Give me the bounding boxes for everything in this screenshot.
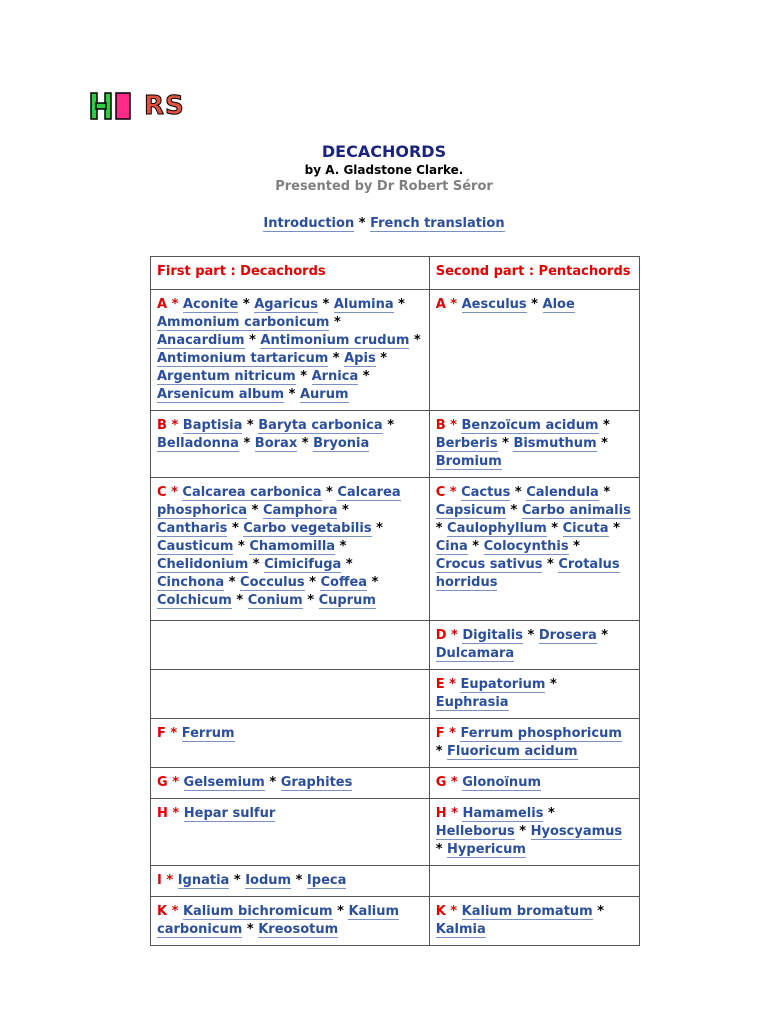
remedy-link[interactable]: Aloe xyxy=(542,297,575,312)
decachord-cell: G * Gelsemium * Graphites xyxy=(151,768,430,799)
logo-rs: RS xyxy=(144,91,185,121)
remedy-link[interactable]: Fluoricum acidum xyxy=(447,744,578,759)
remedy-link[interactable]: Apis xyxy=(344,351,376,366)
remedies-table xyxy=(150,256,640,946)
decachord-cell: I * Ignatia * Iodum * Ipeca xyxy=(151,866,430,897)
remedy-link[interactable]: Calcarea phosphorica xyxy=(157,485,401,518)
letter-label: H xyxy=(435,806,447,821)
remedy-link[interactable]: Eupatorium xyxy=(460,677,546,692)
remedy-link[interactable]: Aesculus xyxy=(461,297,527,312)
remedy-link[interactable]: Cantharis xyxy=(157,521,228,536)
remedy-link[interactable]: Calcarea carbonica xyxy=(182,485,322,500)
remedy-link[interactable]: Hepar sulfur xyxy=(183,806,276,821)
remedy-link[interactable]: Colchicum xyxy=(157,593,232,608)
remedy-link[interactable]: Hamamelis xyxy=(462,806,544,821)
remedy-link[interactable]: Chamomilla xyxy=(249,539,336,554)
letter-label: E xyxy=(435,677,445,692)
logo-hi xyxy=(90,92,134,120)
remedy-link[interactable]: Baptisia xyxy=(182,418,243,433)
pentachord-cell: A * Aesculus * Aloe xyxy=(429,290,639,411)
remedy-link[interactable]: Carbo vegetabilis xyxy=(243,521,372,536)
table-row xyxy=(151,897,640,946)
letter-label: F xyxy=(435,726,445,741)
pentachord-cell: K * Kalium bromatum * Kalmia xyxy=(429,897,639,946)
letter-label: F xyxy=(157,726,166,741)
remedy-link[interactable]: Arnica xyxy=(311,369,359,384)
remedy-link[interactable]: Chelidonium xyxy=(157,557,249,572)
letter-label: I xyxy=(157,873,162,888)
table-row xyxy=(151,621,640,670)
remedy-link[interactable]: Arsenicum album xyxy=(157,387,285,402)
nav-separator: * xyxy=(358,216,366,231)
remedy-link[interactable]: Kalium carbonicum xyxy=(157,904,400,937)
letter-label: G xyxy=(157,775,168,790)
remedy-link[interactable]: Kreosotum xyxy=(258,922,339,937)
table-row xyxy=(151,290,640,411)
remedy-link[interactable]: Drosera xyxy=(538,628,597,643)
remedy-link[interactable]: Ammonium carbonicum xyxy=(157,315,330,330)
decachord-cell: C * Calcarea carbonica * Calcarea phosphorica * Camphora * Cantharis * Carbo vegetabilis * Causticum * Chamomilla * Chelidonium * Cimicifuga * Cinchona * Cocculus * Coffea * Colchicum * Conium * Cuprum xyxy=(151,478,430,621)
remedy-link[interactable]: Kalium bromatum xyxy=(461,904,593,919)
pentachord-cell: D * Digitalis * Drosera * Dulcamara xyxy=(429,621,639,670)
remedy-link[interactable]: Crotalus horridus xyxy=(435,557,620,590)
decachord-cell: H * Hepar sulfur xyxy=(151,799,430,866)
page-title: DECACHORDS xyxy=(321,142,447,161)
hirs-logo[interactable] xyxy=(90,92,185,120)
remedy-link[interactable]: Cocculus xyxy=(240,575,305,590)
table-row xyxy=(151,799,640,866)
decachord-cell: B * Baptisia * Baryta carbonica * Belladonna * Borax * Bryonia xyxy=(151,411,430,478)
remedy-link[interactable]: Gelsemium xyxy=(183,775,265,790)
pentachord-cell: B * Benzoïcum acidum * Berberis * Bismuthum * Bromium xyxy=(429,411,639,478)
remedy-link[interactable]: Bryonia xyxy=(313,436,370,451)
remedy-link[interactable]: Euphrasia xyxy=(435,695,509,710)
letter-label: C xyxy=(435,485,446,500)
letter-label: G xyxy=(435,775,447,790)
remedy-link[interactable]: Iodum xyxy=(245,873,292,888)
remedy-link[interactable]: Belladonna xyxy=(157,436,239,451)
decachord-cell: K * Kalium bichromicum * Kalium carbonicum * Kreosotum xyxy=(151,897,430,946)
remedy-link[interactable]: Antimonium crudum xyxy=(260,333,410,348)
decachord-cell: F * Ferrum xyxy=(151,719,430,768)
table-row xyxy=(151,866,640,897)
remedy-link[interactable]: Berberis xyxy=(435,436,498,451)
remedy-link[interactable]: Cicuta xyxy=(562,521,609,536)
remedy-link[interactable]: Cina xyxy=(435,539,468,554)
pentachord-cell: C * Cactus * Calendula * Capsicum * Carbo animalis * Caulophyllum * Cicuta * Cina * Colocynthis * Crocus sativus * Crotalus horridus xyxy=(429,478,639,621)
remedy-link[interactable]: Crocus sativus xyxy=(435,557,543,572)
pentachord-cell xyxy=(429,866,639,897)
pentachord-cell: H * Hamamelis * Helleborus * Hyoscyamus * Hypericum xyxy=(429,799,639,866)
table-row xyxy=(151,478,640,621)
pentachord-cell: F * Ferrum phosphoricum * Fluoricum acidum xyxy=(429,719,639,768)
nav-links xyxy=(0,216,768,231)
remedy-link[interactable]: Cimicifuga xyxy=(264,557,342,572)
remedy-link[interactable]: Borax xyxy=(254,436,298,451)
remedy-link[interactable]: Hyoscyamus xyxy=(530,824,623,839)
remedy-link[interactable]: Agaricus xyxy=(254,297,318,312)
table-header-row xyxy=(151,257,640,290)
remedy-link[interactable]: Antimonium tartaricum xyxy=(157,351,329,366)
remedy-link[interactable]: Argentum nitricum xyxy=(157,369,296,384)
author-line: by A. Gladstone Clarke. xyxy=(304,163,464,177)
remedy-link[interactable]: Conium xyxy=(247,593,303,608)
remedy-link[interactable]: Bromium xyxy=(435,454,502,469)
french-translation-link[interactable]: French translation xyxy=(370,216,505,231)
col2-header: Second part : Pentachords xyxy=(429,257,639,290)
remedy-link[interactable]: Ignatia xyxy=(177,873,230,888)
letter-label: A xyxy=(157,297,168,312)
letter-label: B xyxy=(157,418,167,433)
remedy-link[interactable]: Alumina xyxy=(333,297,394,312)
decachord-cell xyxy=(151,621,430,670)
remedy-link[interactable]: Aurum xyxy=(299,387,349,402)
remedy-link[interactable]: Caulophyllum xyxy=(447,521,547,536)
remedy-link[interactable]: Aconite xyxy=(182,297,239,312)
table-row xyxy=(151,768,640,799)
letter-label: D xyxy=(435,628,447,643)
introduction-link[interactable]: Introduction xyxy=(263,216,355,231)
remedy-link[interactable]: Baryta carbonica xyxy=(258,418,383,433)
table-row xyxy=(151,411,640,478)
remedy-link[interactable]: Ferrum phosphoricum xyxy=(460,726,622,741)
remedy-link[interactable]: Cuprum xyxy=(318,593,376,608)
remedy-link[interactable]: Carbo animalis xyxy=(521,503,631,518)
remedy-link[interactable]: Colocynthis xyxy=(483,539,569,554)
presenter-line: Presented by Dr Robert Séror xyxy=(275,179,493,194)
letter-label: A xyxy=(435,297,446,312)
remedy-link[interactable]: Coffea xyxy=(320,575,368,590)
pentachord-cell: E * Eupatorium * Euphrasia xyxy=(429,670,639,719)
letter-label: B xyxy=(435,418,446,433)
remedy-link[interactable]: Digitalis xyxy=(462,628,524,643)
table-row xyxy=(151,719,640,768)
remedy-link[interactable]: Ipeca xyxy=(306,873,347,888)
pentachord-cell: G * Glonoïnum xyxy=(429,768,639,799)
remedy-link[interactable]: Cactus xyxy=(461,485,511,500)
remedy-link[interactable]: Calendula xyxy=(526,485,599,500)
letter-label: K xyxy=(435,904,446,919)
table-row xyxy=(151,670,640,719)
remedy-link[interactable]: Bismuthum xyxy=(513,436,597,451)
remedy-link[interactable]: Anacardium xyxy=(157,333,245,348)
letter-label: K xyxy=(157,904,168,919)
remedy-link[interactable]: Cinchona xyxy=(157,575,225,590)
remedy-link[interactable]: Hypericum xyxy=(447,842,526,857)
decachord-cell: A * Aconite * Agaricus * Alumina * Ammonium carbonicum * Anacardium * Antimonium crudum * Antimonium tartaricum * Apis * Argentum nitricum * Arnica * Arsenicum album * Aurum xyxy=(151,290,430,411)
remedy-link[interactable]: Causticum xyxy=(157,539,234,554)
remedy-link[interactable]: Graphites xyxy=(280,775,353,790)
letter-label: C xyxy=(157,485,167,500)
remedy-link[interactable]: Helleborus xyxy=(435,824,515,839)
remedy-link[interactable]: Camphora xyxy=(262,503,338,518)
remedy-link[interactable]: Dulcamara xyxy=(435,646,515,661)
remedy-link[interactable]: Glonoïnum xyxy=(462,775,541,790)
letter-label: H xyxy=(157,806,168,821)
decachord-cell xyxy=(151,670,430,719)
col1-header: First part : Decachords xyxy=(151,257,430,290)
remedy-link[interactable]: Kalmia xyxy=(435,922,486,937)
remedy-link[interactable]: Ferrum xyxy=(181,726,235,741)
remedy-link[interactable]: Benzoïcum acidum xyxy=(461,418,599,433)
remedy-link[interactable]: Capsicum xyxy=(435,503,507,518)
remedy-link[interactable]: Kalium bichromicum xyxy=(182,904,333,919)
